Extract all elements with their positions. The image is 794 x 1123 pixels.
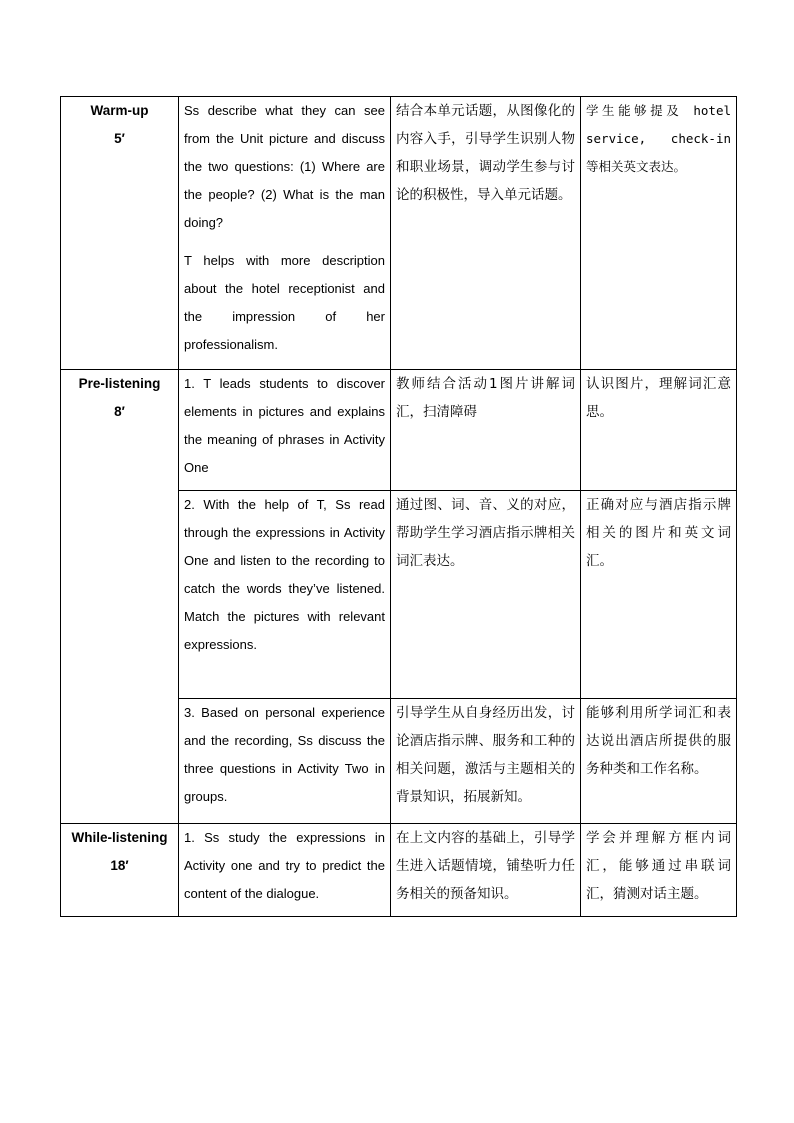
activity-cell: 1. Ss study the expressions in Activity one and try to predict the content of the dialogue. xyxy=(179,824,391,917)
table-row xyxy=(61,97,737,370)
activity-text: T helps with more description about the hotel receptionist and the impression of her professionalism. xyxy=(184,253,385,352)
table-row xyxy=(61,370,737,491)
activity-cell: 3. Based on personal experience and the recording, Ss discuss the three questions in Activity Two in groups. xyxy=(179,699,391,824)
design-intent-cell: 结合本单元话题，从图像化的内容入手，引导学生识别人物和职业场景，调动学生参与讨论的积极性，导入单元话题。 xyxy=(391,97,581,370)
activity-text: Ss describe what they can see from the Unit picture and discuss the two questions: (1) Where are the people? (2) What is the man doing? xyxy=(184,103,385,230)
expected-effect-cell: 认识图片，理解词汇意思。 xyxy=(581,370,737,491)
expected-effect-cell: 学生能够提及 hotel service, check-in 等相关英文表达。 xyxy=(581,97,737,370)
activity-cell xyxy=(179,97,391,370)
stage-time: 8′ xyxy=(114,404,125,419)
design-intent-cell: 通过图、词、音、义的对应，帮助学生学习酒店指示牌相关词汇表达。 xyxy=(391,491,581,699)
stage-name: While-listening xyxy=(71,830,168,845)
expected-effect-cell: 正确对应与酒店指示牌相关的图片和英文词汇。 xyxy=(581,491,737,699)
stage-cell xyxy=(61,824,179,917)
stage-cell xyxy=(61,370,179,824)
design-intent-cell: 教师结合活动1图片讲解词汇，扫清障碍 xyxy=(391,370,581,491)
expected-effect-cell: 能够利用所学词汇和表达说出酒店所提供的服务种类和工作名称。 xyxy=(581,699,737,824)
stage-time: 5′ xyxy=(114,131,125,146)
design-intent-cell: 在上文内容的基础上，引导学生进入话题情境，铺垫听力任务相关的预备知识。 xyxy=(391,824,581,917)
stage-name: Pre-listening xyxy=(78,376,161,391)
lesson-plan-table xyxy=(60,96,737,917)
activity-cell: 2. With the help of T, Ss read through the expressions in Activity One and listen to the recording to catch the words they’ve listened. Match the pictures with relevant expressions. xyxy=(179,491,391,699)
design-intent-cell: 引导学生从自身经历出发，讨论酒店指示牌、服务和工种的相关问题，激活与主题相关的背景知识，拓展新知。 xyxy=(391,699,581,824)
table-row xyxy=(61,824,737,917)
stage-time: 18′ xyxy=(110,858,129,873)
stage-name: Warm-up xyxy=(90,103,149,118)
expected-effect-cell: 学会并理解方框内词汇，能够通过串联词汇，猜测对话主题。 xyxy=(581,824,737,917)
activity-cell: 1. T leads students to discover elements in pictures and explains the meaning of phrases in Activity One xyxy=(179,370,391,491)
stage-cell xyxy=(61,97,179,370)
